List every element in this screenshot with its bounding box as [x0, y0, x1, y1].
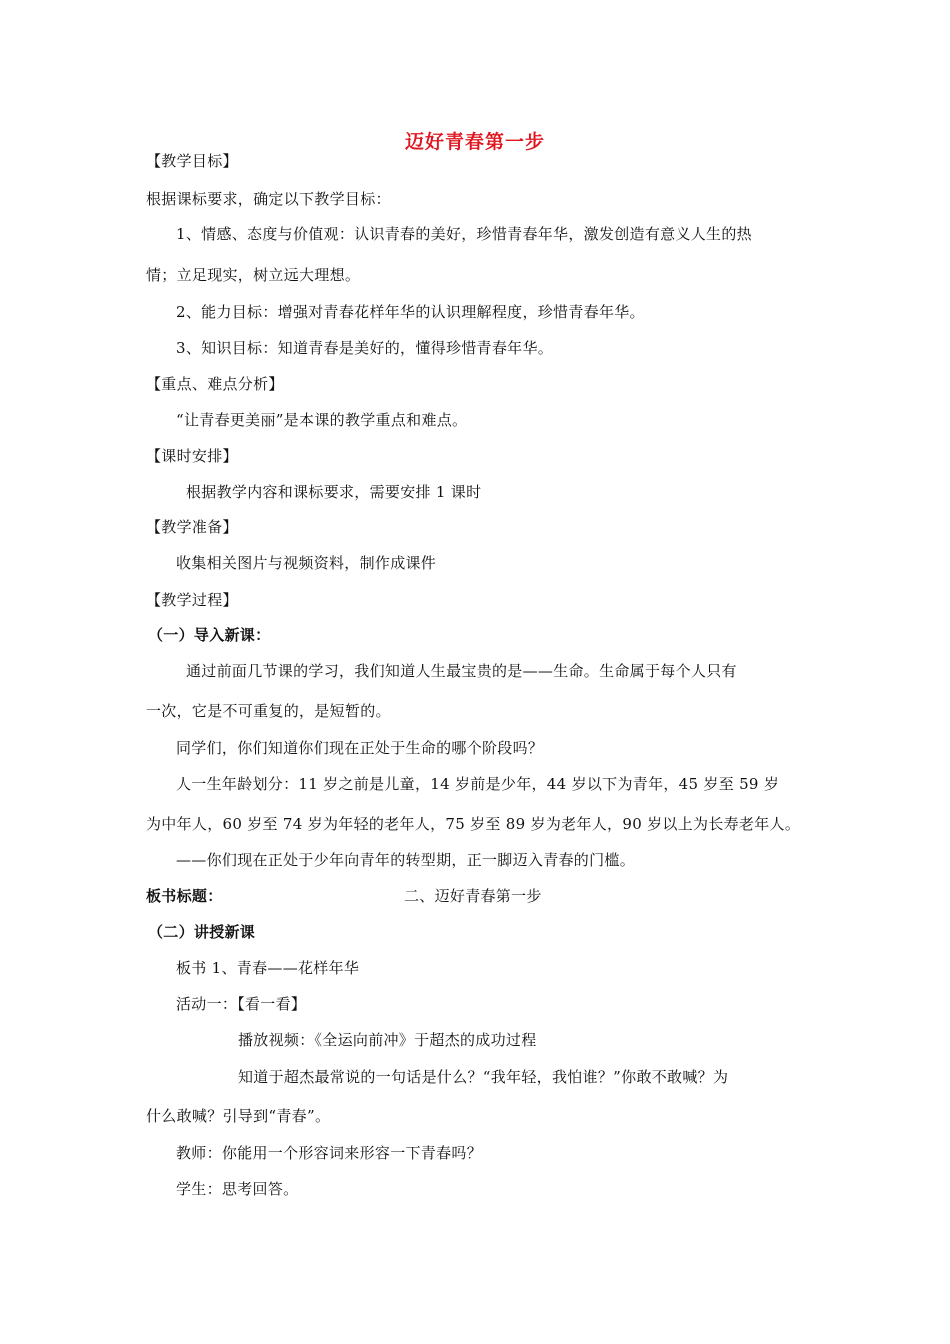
board-title-label: 板书标题： [146, 887, 223, 905]
page-title: 迈好青春第一步 [404, 131, 545, 153]
board-title-text: 二、迈好青春第一步 [404, 887, 542, 905]
step-1-title: （一）导入新课： [148, 626, 271, 644]
objective-1-line-2: 情；立足现实，树立远大理想。 [146, 266, 361, 284]
step-2-title: （二）讲授新课 [148, 923, 256, 941]
question-text: 同学们，你们知道你们现在正处于生命的哪个阶段吗？ [176, 739, 544, 757]
objective-1-line-1: 1、情感、态度与价值观：认识青春的美好，珍惜青春年华，激发创造有意义人生的热 [176, 225, 752, 243]
student-text: 学生：思考回答。 [176, 1180, 299, 1198]
objective-3: 3、知识目标：知道青春是美好的，懂得珍惜青春年华。 [176, 339, 554, 357]
ages-line-3: ——你们现在正处于少年向青年的转型期，正一脚迈入青春的门槛。 [176, 851, 636, 869]
heading-preparation: 【教学准备】 [146, 518, 238, 536]
preparation-text: 收集相关图片与视频资料，制作成课件 [176, 554, 437, 572]
ages-line-1: 人一生年龄划分：11 岁之前是儿童，14 岁前是少年，44 岁以下为青年，45 岁至 59 岁 [176, 775, 780, 793]
question-2-line-1: 知道于超杰最常说的一句话是什么？“我年轻，我怕谁？”你敢不敢喊？为 [238, 1068, 729, 1086]
objectives-intro: 根据课标要求，确定以下教学目标： [146, 190, 391, 208]
keypoints-text: “让青春更美丽”是本课的教学重点和难点。 [176, 411, 468, 429]
question-2-line-2: 什么敢喊？引导到“青春”。 [146, 1107, 331, 1125]
video-text: 播放视频：《全运向前冲》于超杰的成功过程 [238, 1031, 537, 1049]
heading-keypoints: 【重点、难点分析】 [146, 375, 284, 393]
ages-line-2: 为中年人，60 岁至 74 岁为年轻的老年人，75 岁至 89 岁为老年人，90 岁以上为长寿老年人。 [146, 815, 801, 833]
heading-schedule: 【课时安排】 [146, 447, 238, 465]
schedule-text: 根据教学内容和课标要求，需要安排 1 课时 [186, 483, 482, 501]
objective-2: 2、能力目标：增强对青春花样年华的认识理解程度，珍惜青春年华。 [176, 303, 645, 321]
intro-line-2: 一次，它是不可重复的，是短暂的。 [146, 702, 391, 720]
heading-objectives: 【教学目标】 [146, 152, 238, 170]
board-1: 板书 1、青春——花样年华 [176, 959, 360, 977]
activity-1: 活动一：【看一看】 [176, 995, 307, 1013]
teacher-text: 教师：你能用一个形容词来形容一下青春吗？ [176, 1144, 483, 1162]
intro-line-1: 通过前面几节课的学习，我们知道人生最宝贵的是——生命。生命属于每个人只有 [186, 662, 737, 680]
heading-process: 【教学过程】 [146, 591, 238, 609]
